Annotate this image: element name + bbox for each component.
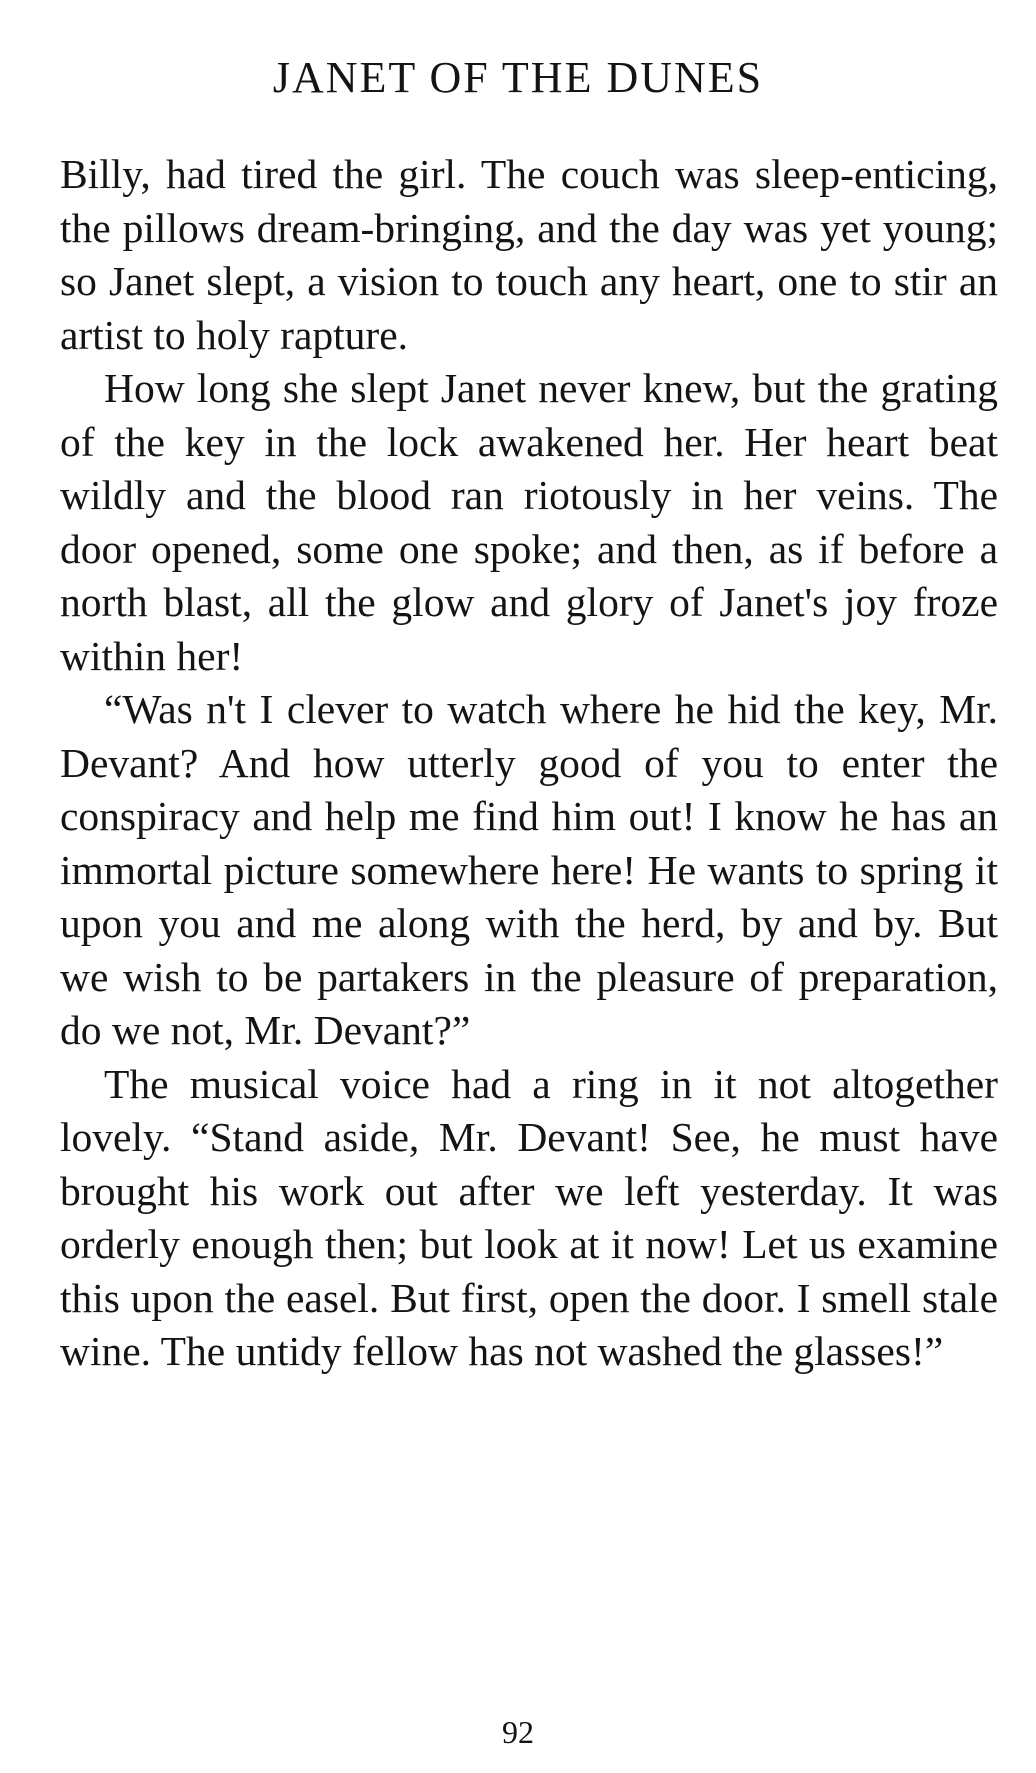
body-text — [60, 148, 998, 1379]
page-number: 92 — [502, 1714, 534, 1750]
running-head: JANET OF THE DUNES — [272, 53, 764, 102]
paragraph-continued: Billy, had tired the girl. The couch was sleep-enticing, the pillows dream-bringing, and the day was yet young; so Janet slept, a vision to touch any heart, one to stir an artist to holy rapture. — [60, 151, 998, 358]
paragraph: “Was n't I clever to watch where he hid the key, Mr. Devant? And how utterly good of you to enter the conspiracy and help me find him out! I know he has an immortal picture somewhere here! He wants to spring it upon you and me along with the herd, by and by. But we wish to be partakers in the pleasure of preparation, do we not, Mr. Devant?” — [60, 686, 998, 1053]
paragraph: How long she slept Janet never knew, but the grating of the key in the lock awakened her. Her heart beat wildly and the blood ran riotously in her veins. The door opened, some one spoke; and then, as if before a north blast, all the glow and glory of Janet's joy froze within her! — [60, 365, 998, 679]
paragraph: The musical voice had a ring in it not altogether lovely. “Stand aside, Mr. Devant! See, he must have brought his work out after we left yesterday. It was orderly enough then; but look at it now! Let us examine this upon the easel. But first, open the door. I smell stale wine. The untidy fellow has not washed the glasses!” — [60, 1060, 998, 1374]
